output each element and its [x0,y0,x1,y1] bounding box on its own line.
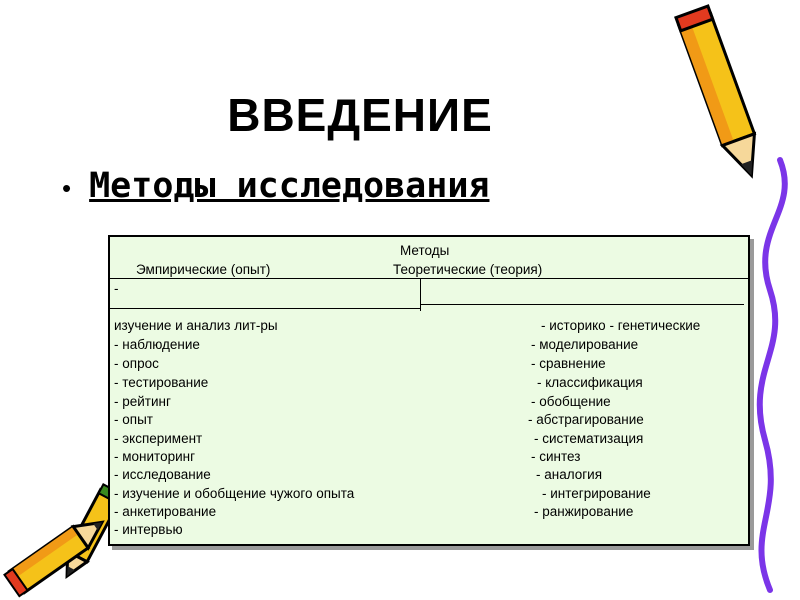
list-item: - анкетирование [114,504,217,519]
column-header-right: Теоретические (теория) [393,262,543,277]
list-item: - абстрагирование [528,412,644,427]
list-item: - эксперимент [114,431,203,446]
list-item: - рейтинг [114,394,171,409]
list-item: - мониторинг [114,449,195,464]
list-item: - опыт [114,412,153,427]
list-item: - моделирование [531,337,639,352]
column-divider [420,279,421,311]
list-item: - опрос [114,356,159,371]
bullet-item [62,166,489,206]
row-divider [420,304,744,305]
list-item: - интервью [114,522,183,537]
list-item: - исследование [114,467,211,482]
dash-marker: - [114,281,119,296]
list-item: - ранжирование [534,504,634,519]
list-item: - сравнение [531,356,606,371]
bullet-text: Методы исследования [89,166,490,206]
list-item: изучение и анализ лит-ры [114,318,278,333]
page-title: ВВЕДЕНИЕ [227,89,493,141]
header-divider [110,278,748,279]
list-item: - систематизация [534,431,644,446]
bullet-icon: • [62,173,72,203]
column-header-left: Эмпирические (опыт) [136,262,271,277]
list-item: - аналогия [536,467,603,482]
list-item: - классификация [537,375,643,390]
methods-table [108,235,750,546]
row-divider [110,308,420,309]
table-header: Методы [400,243,450,258]
list-item: - тестирование [114,375,209,390]
list-item: - интегрирование [542,486,651,501]
list-item: - изучение и обобщение чужого опыта [114,486,355,501]
pencil-icon [0,505,120,600]
list-item: - обобщение [531,394,611,409]
list-item: - историко - генетические [541,318,701,333]
list-item: - синтез [531,449,581,464]
list-item: - наблюдение [114,337,200,352]
